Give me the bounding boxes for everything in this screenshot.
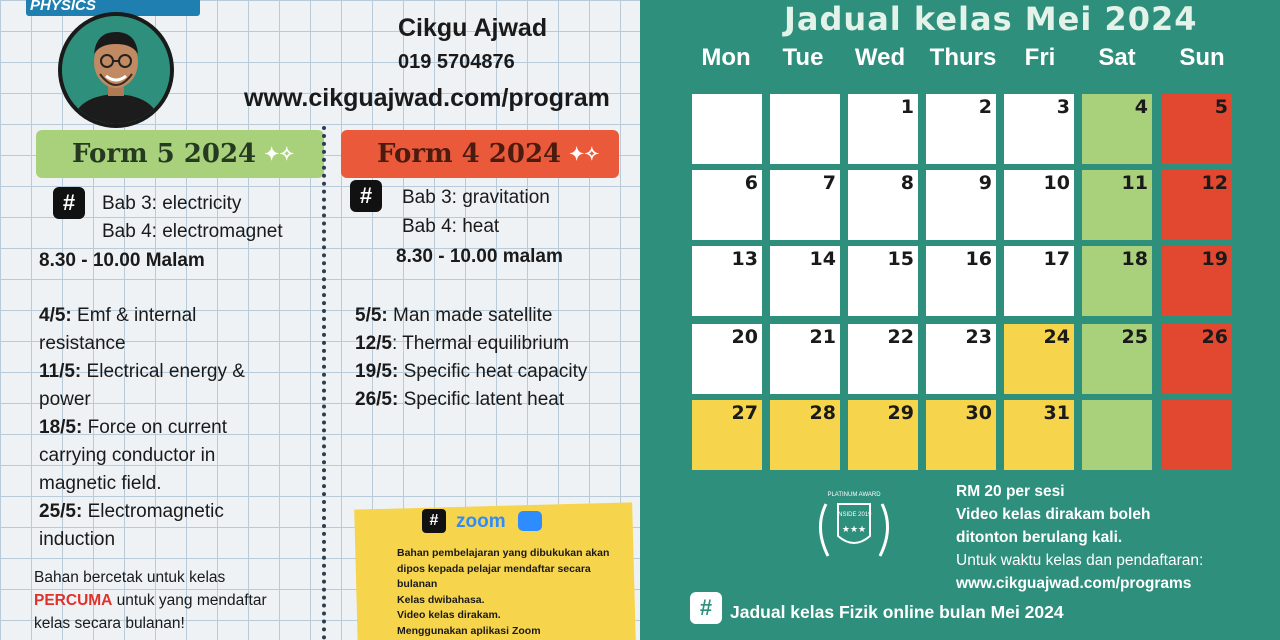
svg-text:★★★: ★★★ (841, 524, 867, 534)
calendar-day-cell: 19 (1162, 246, 1232, 316)
register-url[interactable]: www.cikguajwad.com/programs (956, 575, 1192, 592)
badge-top-text: PLATINUM AWARD (827, 492, 881, 498)
badge-mid-text: INSIDE 2019 (836, 512, 872, 518)
form4-title: Form 4 2024 (377, 139, 562, 169)
calendar-day-cell: 6 (692, 170, 762, 240)
zoom-info-line: Menggunakan aplikasi Zoom (397, 624, 541, 637)
zoom-info-line: dipos kepada pelajar mendaftar secara (397, 562, 591, 575)
teacher-website: www.cikguajwad.com/program (244, 84, 610, 112)
session-date: 12/5 (355, 333, 392, 354)
calendar-day-cell: 1 (848, 94, 918, 164)
form4-heading (341, 130, 619, 178)
logo-tagline-2: in 3 classes (150, 9, 184, 15)
video-note: Video kelas dirakam boleh (956, 506, 1151, 523)
teacher-name: Cikgu Ajwad (398, 14, 548, 42)
form4-time: 8.30 - 10.00 malam (396, 246, 563, 267)
weekday-wed: Wed (854, 44, 906, 71)
calendar-day-cell (770, 94, 840, 164)
note-line: Bahan bercetak untuk kelas (34, 569, 226, 586)
calendar-day-cell: 11 (1082, 170, 1152, 240)
session-date: 11/5: (39, 361, 82, 382)
sparkle-icon: ✦✧ (264, 144, 295, 165)
form5-session (39, 358, 319, 386)
form4-session (355, 330, 635, 358)
session-title-cont: induction (39, 529, 116, 550)
weekday-sat: Sat (1098, 44, 1136, 71)
price: RM 20 per sesi (956, 483, 1065, 500)
session-title-cont: carrying conductor in (39, 445, 216, 466)
zoom-info-line: Video kelas dirakam. (397, 609, 501, 621)
column-divider (322, 126, 326, 640)
session-title: Electromagnetic (82, 501, 224, 522)
session-title-cont: magnetic field. (39, 473, 162, 494)
form5-time: 8.30 - 10.00 Malam (39, 250, 205, 271)
footer-caption: Jadual kelas Fizik online bulan Mei 2024 (730, 602, 1064, 622)
teacher-portrait-icon (62, 16, 170, 124)
weekday-tue: Tue (782, 44, 824, 71)
form5-topic-1: Bab 3: electricity (102, 193, 242, 214)
form5-heading (36, 130, 324, 178)
calendar-day-cell: 23 (926, 324, 996, 394)
calendar-day-cell: 17 (1004, 246, 1074, 316)
calendar-day-cell: 16 (926, 246, 996, 316)
calendar-day-cell: 28 (770, 400, 840, 470)
session-title: Electrical energy & (81, 361, 245, 382)
note-line (34, 589, 267, 612)
calendar-day-cell: 25 (1082, 324, 1152, 394)
session-title: Specific heat capacity (398, 361, 588, 382)
calendar-day-cell (1082, 400, 1152, 470)
calendar-day-cell: 10 (1004, 170, 1074, 240)
video-note-cont: ditonton berulang kali. (956, 529, 1123, 546)
session-date: 19/5: (355, 361, 399, 382)
free-material-note (34, 566, 267, 635)
session-title: Emf & internal (71, 305, 197, 326)
calendar-day-cell: 21 (770, 324, 840, 394)
session-title-cont: resistance (39, 333, 126, 354)
form5-topic-2: Bab 4: electromagnet (102, 221, 283, 242)
form5-schedule (39, 302, 319, 554)
session-date: 5/5: (355, 305, 388, 326)
note-text: untuk yang mendaftar (112, 592, 267, 609)
form5-session (39, 498, 319, 526)
form5-session (39, 302, 319, 330)
logo-tagline-1: In Master! (150, 2, 179, 8)
calendar-day-cell: 4 (1082, 94, 1152, 164)
calendar-day-cell: 20 (692, 324, 762, 394)
form5-session (39, 414, 319, 442)
calendar-day-cell: 5 (1162, 94, 1232, 164)
session-title: Specific latent heat (398, 389, 565, 410)
calendar-day-cell: 7 (770, 170, 840, 240)
zoom-info-line: Kelas dwibahasa. (397, 593, 485, 606)
award-badge (808, 484, 900, 572)
calendar-day-cell: 2 (926, 94, 996, 164)
physics-logo: PHYSICS (26, 0, 200, 16)
weekday-fri: Fri (1024, 44, 1056, 71)
calendar-day-cell: 14 (770, 246, 840, 316)
calendar-day-cell: 18 (1082, 246, 1152, 316)
session-title: Force on current (82, 417, 227, 438)
form4-session (355, 302, 635, 330)
calendar-day-cell: 12 (1162, 170, 1232, 240)
calendar-day-cell: 24 (1004, 324, 1074, 394)
calendar-day-cell: 8 (848, 170, 918, 240)
session-title: Man made satellite (387, 305, 553, 326)
weekday-sun: Sun (1179, 44, 1225, 71)
calendar-day-cell: 26 (1162, 324, 1232, 394)
calendar-day-cell: 3 (1004, 94, 1074, 164)
hashtag-icon: # (422, 509, 446, 533)
session-date: 25/5: (39, 501, 83, 522)
calendar-day-cell: 27 (692, 400, 762, 470)
form5-title: Form 5 2024 (72, 139, 257, 169)
teacher-phone: 019 5704876 (398, 51, 515, 73)
hashtag-icon: # (690, 592, 722, 624)
zoom-info-line: Bahan pembelajaran yang dibukukan akan (397, 547, 610, 559)
weekday-mon: Mon (701, 44, 751, 71)
calendar-day-cell: 31 (1004, 400, 1074, 470)
form4-session (355, 386, 635, 414)
zoom-logo: zoom (456, 511, 506, 532)
pricing-info (956, 480, 1203, 595)
session-title: : Thermal equilibrium (391, 333, 570, 354)
sparkle-icon: ✦✧ (569, 144, 600, 165)
calendar-day-cell: 30 (926, 400, 996, 470)
hashtag-icon: # (350, 180, 382, 212)
calendar-day-cell: 29 (848, 400, 918, 470)
session-date: 4/5: (39, 305, 72, 326)
zoom-info-line: bulanan (397, 578, 438, 590)
hashtag-icon: # (53, 187, 85, 219)
calendar-title: Jadual kelas Mei 2024 (784, 0, 1198, 38)
form4-schedule (355, 302, 635, 414)
free-highlight: PERCUMA (34, 592, 113, 609)
session-date: 26/5: (355, 389, 399, 410)
weekday-thu: Thurs (929, 44, 997, 71)
note-line: kelas secara bulanan! (34, 615, 185, 632)
logo-tagline (150, 2, 184, 16)
calendar-day-cell (692, 94, 762, 164)
calendar-day-cell: 9 (926, 170, 996, 240)
register-note: Untuk waktu kelas dan pendaftaran: (956, 552, 1204, 569)
calendar-day-cell (1162, 400, 1232, 470)
form4-topic-2: Bab 4: heat (402, 216, 500, 237)
calendar-day-cell: 22 (848, 324, 918, 394)
teacher-avatar (58, 12, 174, 128)
zoom-info (397, 546, 625, 639)
session-date: 18/5: (39, 417, 83, 438)
session-title-cont: power (39, 389, 91, 410)
laurel-award-icon (808, 484, 900, 572)
calendar-day-cell: 15 (848, 246, 918, 316)
form4-topic-1: Bab 3: gravitation (402, 187, 550, 208)
zoom-camera-icon (518, 511, 542, 531)
form4-session (355, 358, 635, 386)
calendar-day-cell: 13 (692, 246, 762, 316)
